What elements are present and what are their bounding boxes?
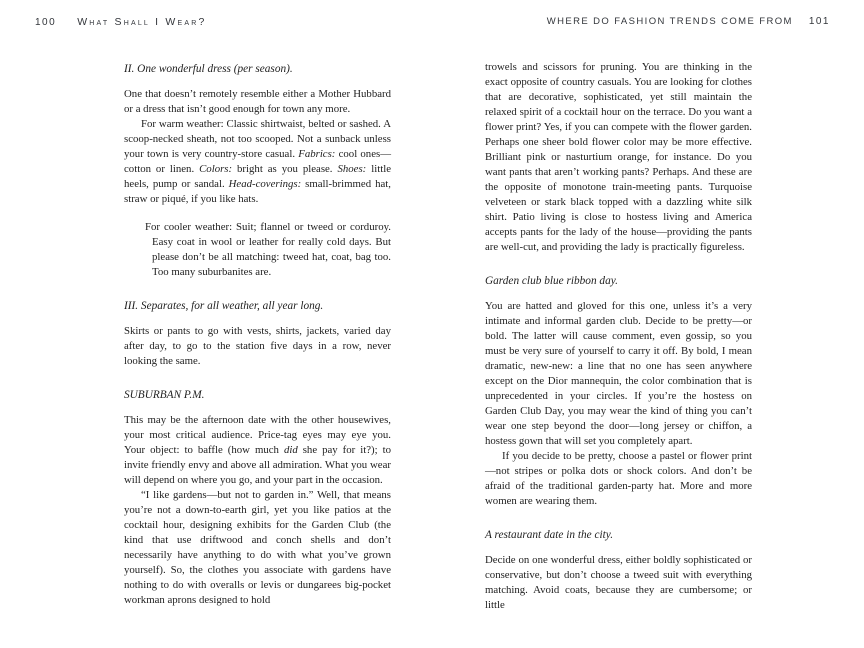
section-heading: II. One wonderful dress (per season). bbox=[124, 63, 293, 75]
paragraph: Skirts or pants to go with vests, shirts, jackets, varied day after day, to go to the station five days in a row, never looking the same. bbox=[124, 325, 391, 367]
paragraph: trowels and scissors for pruning. You are thinking in the exact opposite of country casuals. You are looking for clothes that are decorative, sophisticated, yet still maintain the relaxed spirit of a cocktail hour on the terrace. Do you want a flower print? Yes, if you can compete with the flower garden. Perhaps one sheer bold flower color may be more effective. Brilliant pink or nasturtium orange, for instance. Do you want pants that aren’t working pants? Perhaps. And these are the opposite of monotone train-meeting pants. Turquoise velveteen or stark black topped with a dazzling white silk shirt. Patio living is close to hostess living and America accepts pants for the lady of the house—providing the pants are well-cut, and providing the lady is practically figureless. bbox=[485, 61, 752, 253]
right-running-header bbox=[547, 16, 830, 27]
paragraph: “I like gardens—but not to garden in.” Well, that means you’re not a down-to-earth girl, yet you like patios at the cocktail hour, designing exhibits for the Garden Club (the kind that use driftwood and conch shells and don’t necessarily have anything to do with what you’ve grown yourself). So, the clothes you associate with gardens have nothing to do with overalls or levis or dungarees big-pocket workman aprons designed to hold bbox=[124, 489, 391, 606]
paragraph: One that doesn’t remotely resemble either a Mother Hubbard or a dress that isn’t good enough for town any more. bbox=[124, 88, 391, 115]
left-running-title: What Shall I Wear? bbox=[77, 16, 207, 28]
paragraph: You are hatted and gloved for this one, unless it’s a very intimate and informal garden club. Decide to be pretty—or bold. The latter will cause comment, even gossip, so you must be very sure of yourself to carry it off. By bold, I mean dramatic, new-new: a line that no one has seen anywhere except on the Dior mannequin, the color combination that is unprecedented in your circles. If you’re the hostess on Garden Club Day, you may wear the kind of thing you can’t wear one step beyond the door—long jersey or chiffon, a hostess gown that will set you completely apart. bbox=[485, 300, 752, 447]
paragraph: For warm weather: Classic shirtwaist, belted or sashed. A scoop-necked sheath, not too scooped. Not a sunback unless your town is very country-store casual. Fabrics: cool ones—cotton or linen. Colors: bright as you please. Shoes: little heels, pump or sandal. Head-coverings: small-brimmed hat, straw or piqué, if you like hats. bbox=[124, 118, 391, 205]
paragraph: This may be the afternoon date with the other housewives, your most critical audience. Price-tag eyes may eye you. Your object: to baffle (how much did she pay for it?); to invite friendly envy and above all admiration. What you wear will depend on where you go, and your part in the occasion. bbox=[124, 414, 391, 486]
right-page-text-column bbox=[485, 60, 752, 613]
block-quote: For cooler weather: Suit; flannel or tweed or corduroy. Easy coat in wool or leather for really cold days. But please don’t be all matching: tweed hat, coat, bag too. Too many suburbanites are. bbox=[145, 221, 391, 278]
section-heading: Garden club blue ribbon day. bbox=[485, 275, 618, 287]
section-heading: III. Separates, for all weather, all year long. bbox=[124, 300, 324, 312]
right-running-title: WHERE DO FASHION TRENDS COME FROM bbox=[546, 16, 793, 27]
section-heading: SUBURBAN P.M. bbox=[124, 389, 205, 401]
paragraph: If you decide to be pretty, choose a pastel or flower print—not stripes or polka dots or shock colors. And don’t be afraid of the traditional garden-party hat. More and more women are wearing them. bbox=[485, 450, 752, 507]
paragraph: Decide on one wonderful dress, either boldly sophisticated or conservative, but don’t choose a tweed suit with everything matching. Avoid coats, because they are cumbersome; or little bbox=[485, 554, 752, 611]
section-heading: A restaurant date in the city. bbox=[485, 529, 614, 541]
right-page-number: 101 bbox=[808, 16, 830, 27]
left-page-number: 100 bbox=[35, 17, 57, 28]
left-running-header bbox=[35, 16, 207, 28]
left-page-text-column bbox=[124, 62, 391, 608]
